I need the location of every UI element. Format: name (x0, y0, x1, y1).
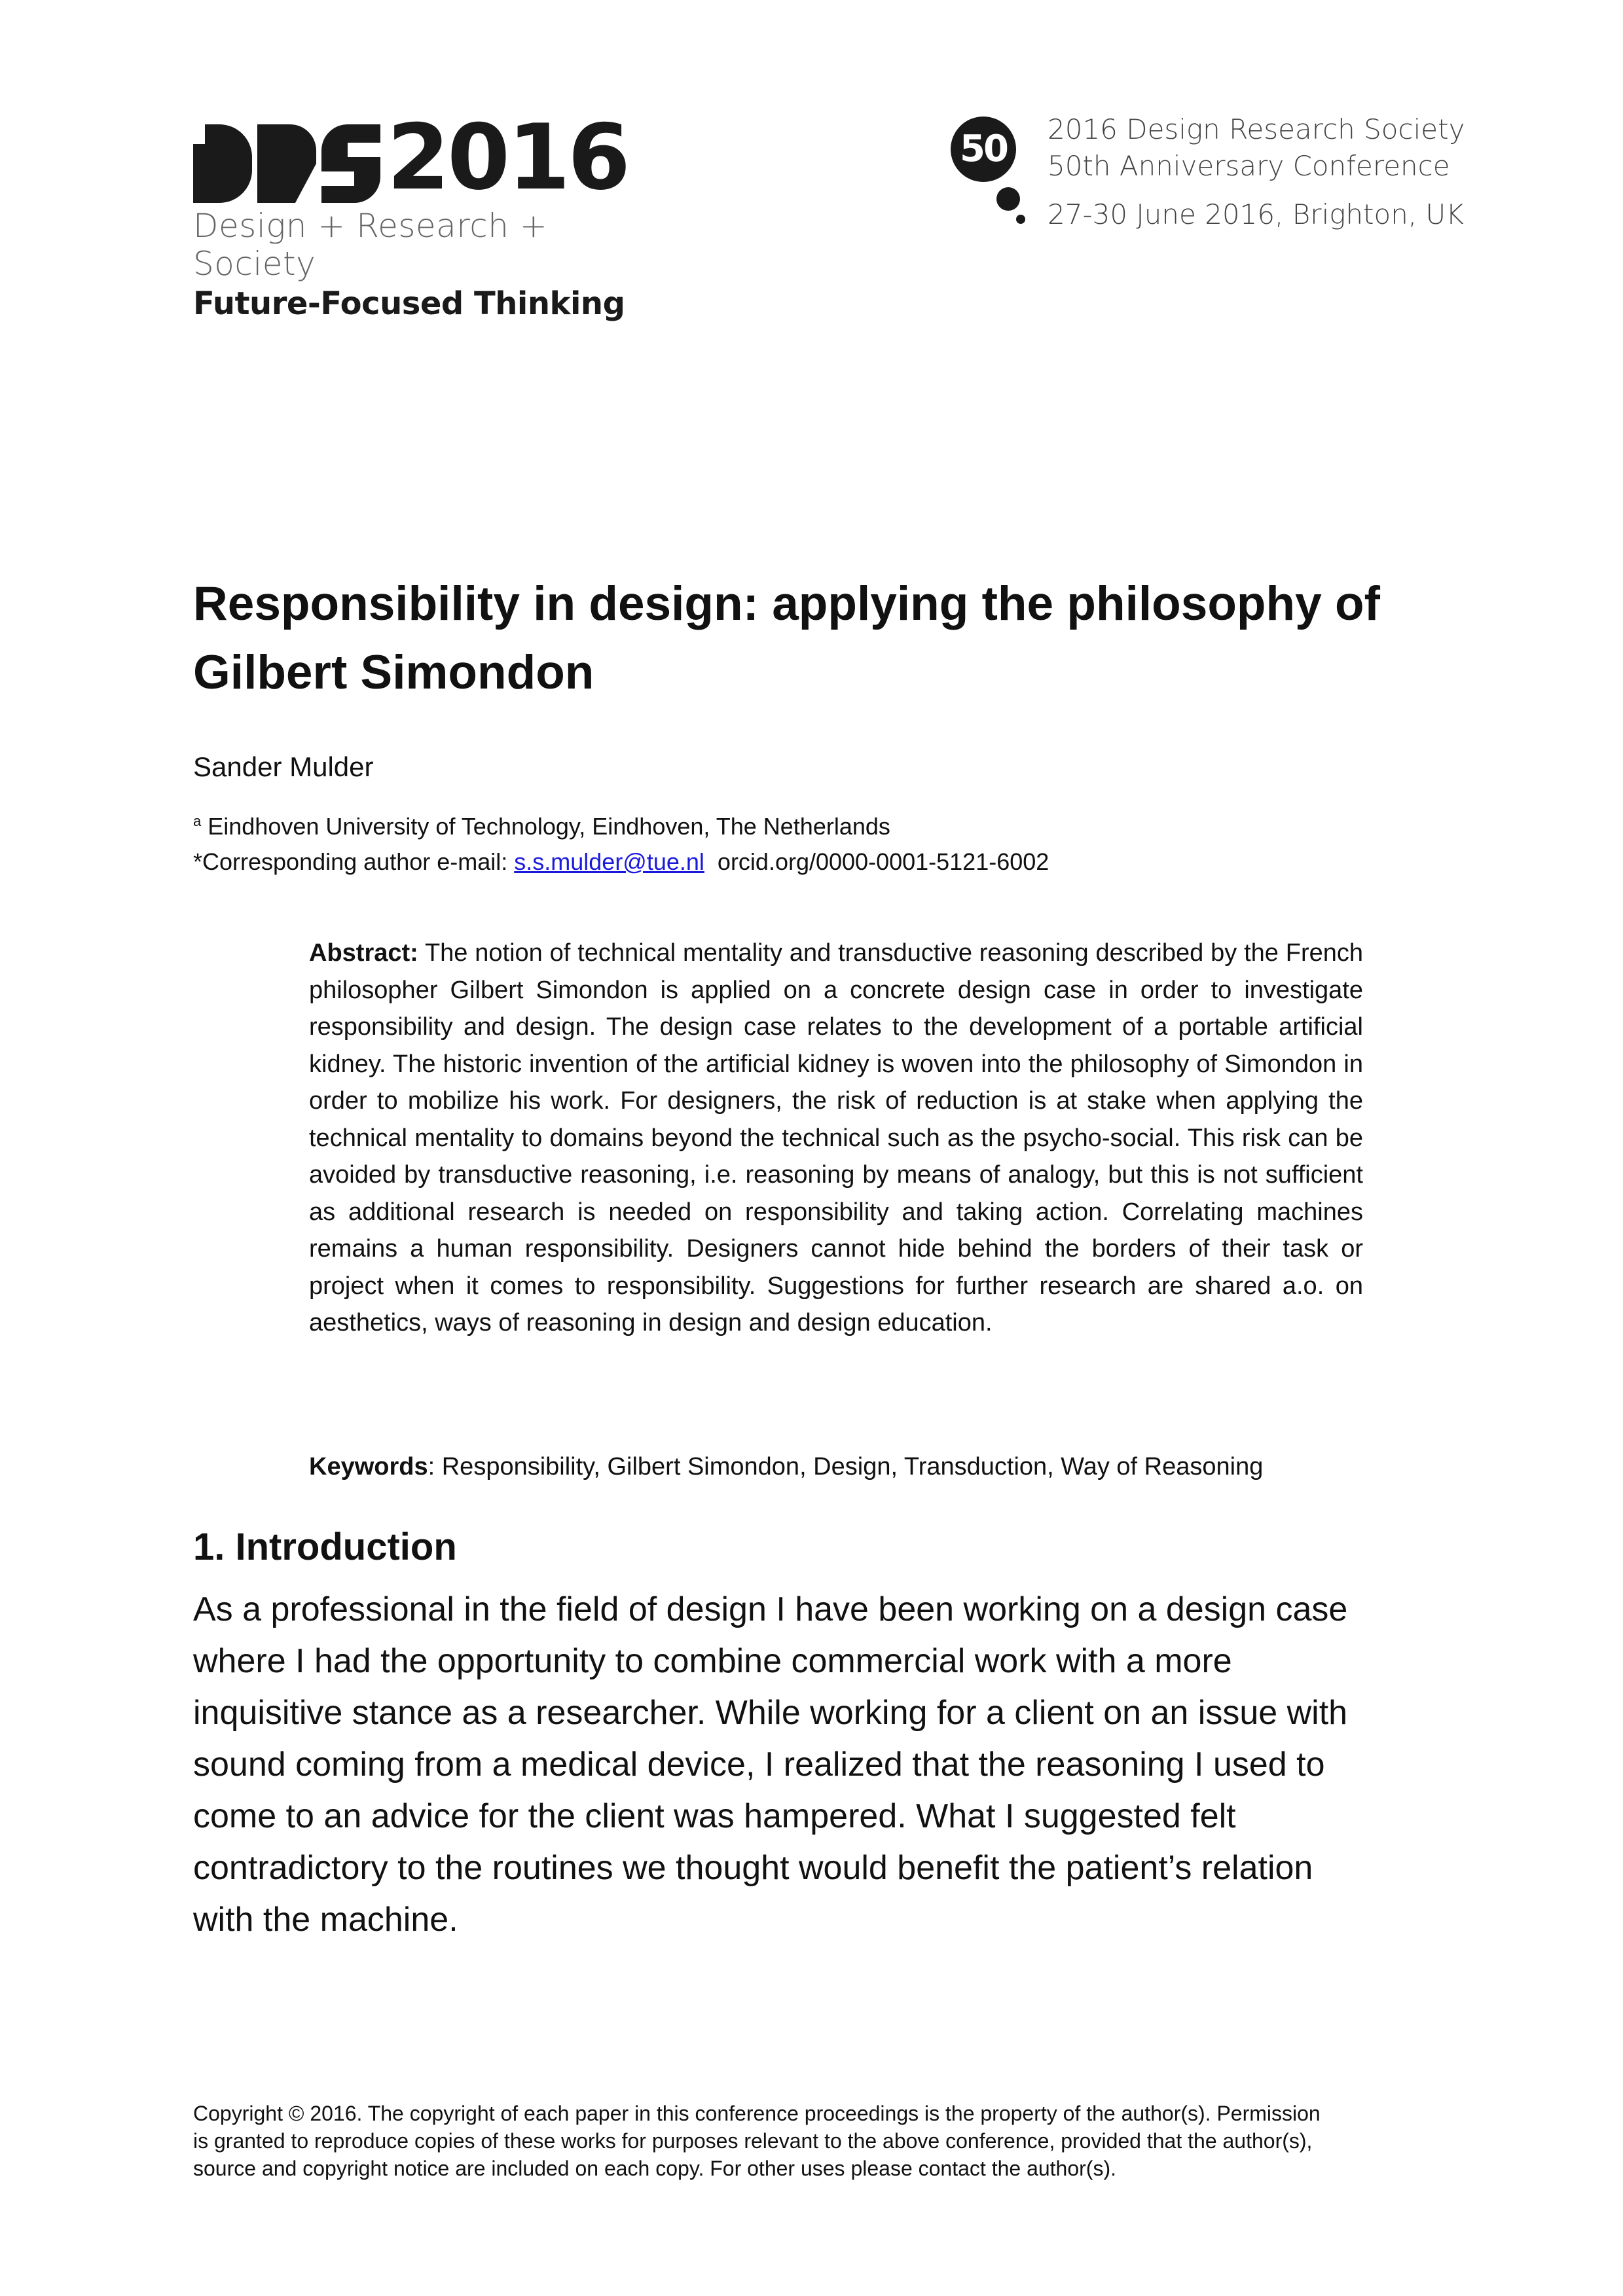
corresponding-label: *Corresponding author e-mail: (193, 848, 515, 875)
logo-subtitle: Design + Research + Society (193, 207, 548, 283)
abstract-text: The notion of technical mentality and transductive reasoning described by the French philosopher Gilbert Simondon is applied on a concrete design case in order to investigate responsibility and design. The design case relates to the development of a portable artificial kidney. The historic invention of the artificial kidney is woven into the philosophy of Simondon in order to mobilize his work. For designers, the risk of reduction is at stake when applying the technical mentality to domains beyond the technical such as the psycho-social. This risk can be avoided by transductive reasoning, i.e. reasoning by means of analogy, but this is not sufficient as additional research is needed on responsibility and taking action. Correlating machines remains a human responsibility. Designers cannot hide behind the borders of their task or project when it comes to responsibility. Suggestions for further research are shared a.o. on aesthetics, ways of reasoning in design and design education. (309, 939, 1363, 1336)
logo-tagline: Future-Focused Thinking (193, 285, 625, 322)
keywords (309, 1448, 1363, 1485)
orcid: orcid.org/0000-0001-5121-6002 (704, 848, 1049, 875)
abstract-label: Abstract: (309, 939, 418, 967)
anniversary-badge (951, 117, 1023, 228)
footer-line: Copyright © 2016. The copyright of each paper in this conference proceedings is the property of the author(s). Permission (193, 2102, 1321, 2125)
intro-line: contradictory to the routines we thought would benefit the patient’s relation (193, 1849, 1313, 1887)
drs-logo-mark (193, 124, 380, 203)
author-email-link[interactable]: s.s.mulder@tue.nl (514, 848, 704, 875)
conference-name: 2016 Design Research Society (1048, 113, 1465, 145)
conference-dates: 27-30 June 2016, Brighton, UK (1048, 198, 1464, 230)
affiliation: Eindhoven University of Technology, Eindhoven, The Netherlands (201, 813, 890, 840)
conference-info (1048, 111, 1465, 233)
section-heading-introduction: 1. Introduction (193, 1526, 457, 1568)
intro-line: As a professional in the field of design I have been working on a design case (193, 1590, 1348, 1628)
logo-year: 2016 (387, 105, 629, 210)
copyright-footer (193, 2100, 1424, 2182)
affiliation-block (193, 804, 1049, 880)
intro-line: sound coming from a medical device, I realized that the reasoning I used to (193, 1746, 1325, 1784)
paper-title (193, 569, 1437, 707)
intro-line: come to an advice for the client was hampered. What I suggested felt (193, 1797, 1236, 1835)
drs-logo (193, 105, 638, 322)
intro-line: where I had the opportunity to combine commercial work with a more (193, 1642, 1232, 1680)
affiliation-marker: a (193, 813, 202, 829)
conference-anniversary: 50th Anniversary Conference (1048, 150, 1450, 182)
abstract (309, 935, 1363, 1342)
badge-number: 50 (951, 117, 1016, 182)
introduction-body (193, 1584, 1424, 1946)
keywords-label: Keywords (309, 1453, 428, 1480)
keywords-text: : Responsibility, Gilbert Simondon, Design, Transduction, Way of Reasoning (428, 1453, 1264, 1480)
title-line-1: Responsibility in design: applying the philosophy of (193, 577, 1380, 630)
footer-line: is granted to reproduce copies of these works for purposes relevant to the above conference, provided that the author(s), (193, 2129, 1313, 2153)
author-name: Sander Mulder (193, 751, 374, 782)
intro-line: with the machine. (193, 1901, 458, 1939)
intro-line: inquisitive stance as a researcher. While working for a client on an issue with (193, 1694, 1348, 1732)
title-line-2: Gilbert Simondon (193, 646, 594, 699)
footer-line: source and copyright notice are included on each copy. For other uses please contact the author(s). (193, 2157, 1116, 2180)
